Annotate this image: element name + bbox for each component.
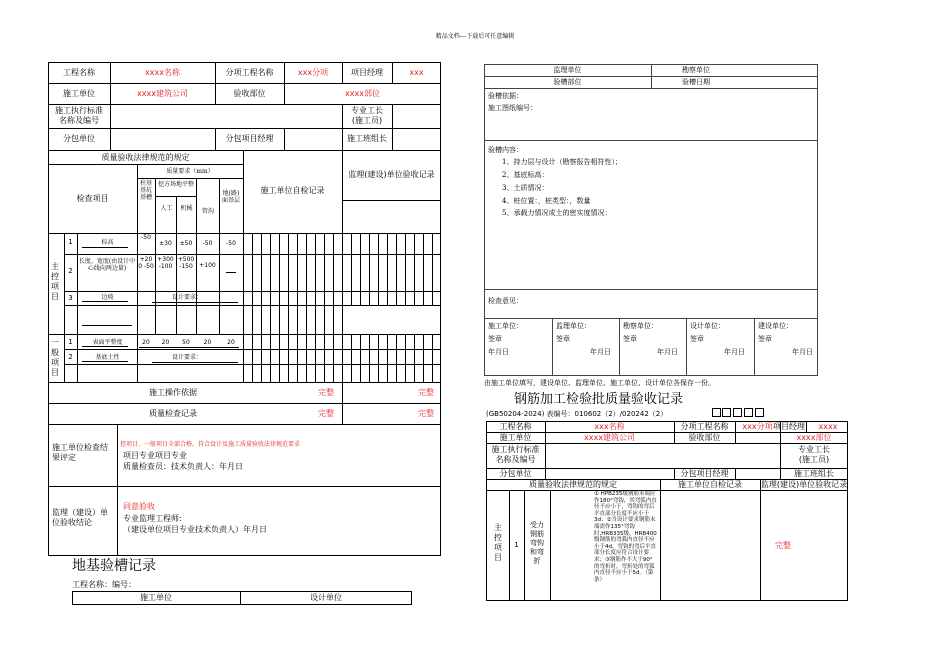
signer-date: 年月日 <box>590 348 611 356</box>
content-item: 3、土质情况： <box>502 184 549 192</box>
basis-value-2: 完整 <box>418 388 434 397</box>
conclusion-line-1: 专业监理工程师: <box>123 514 182 523</box>
rb-item-name: 受力钢筋弯钩和弯折 <box>530 521 544 565</box>
header-note: 精品文档---下载后可任意编辑 <box>435 33 515 40</box>
value-cell: +200 -50 <box>138 256 154 270</box>
general-item-no: 1 <box>68 338 73 346</box>
value-cell: 20 <box>203 339 212 346</box>
signer-date: 年月日 <box>488 348 509 356</box>
col-dig-header: 挖方场地平整 <box>157 181 194 188</box>
rb-crew-label: 施工班组长 <box>794 469 834 478</box>
rb-item-no: 1 <box>514 541 519 549</box>
record-value-2: 完整 <box>418 409 434 418</box>
spec-header: 质量验收法律规范的规定 <box>101 153 190 162</box>
content-item: 2、基底标高： <box>502 171 549 179</box>
signer-stamp: 签章 <box>556 335 570 343</box>
signer-stamp: 签章 <box>690 335 704 343</box>
rb-pm-label: 项目经理 <box>773 422 805 431</box>
col-mech-header: 机械 <box>180 205 193 212</box>
conclusion-line-2: （建设单位项目专业技术负责人）年月日 <box>123 525 267 534</box>
value-cell: 20 <box>142 339 150 346</box>
conclusion-label: 监理（建设）单位验收结论 <box>52 508 108 527</box>
main-item-no: 1 <box>68 238 73 246</box>
foundation-title: 地基验槽记录 <box>72 558 156 574</box>
subitem-name-value: xxx分项 <box>297 68 329 77</box>
signer-unit: 施工单位： <box>488 322 523 330</box>
opinion-label: 检查意见： <box>488 297 523 305</box>
conclusion-red: 同意验收 <box>123 502 155 511</box>
value-cell: ±50 <box>179 240 193 247</box>
content-item: 4、桩位置：，桩类型：，数量 <box>502 197 591 205</box>
main-item-name: 标高 <box>101 239 114 246</box>
pm-label: 项目经理 <box>351 68 383 77</box>
value-cell: 20 <box>227 339 235 346</box>
signer-stamp: 签章 <box>488 335 502 343</box>
general-item-no: 2 <box>68 353 73 361</box>
main-item-no: 2 <box>68 267 73 275</box>
rb-item-result: 完整 <box>775 541 791 550</box>
eval-label: 施工单位检查结果评定 <box>52 443 108 462</box>
rb-part-value: xxxx部位 <box>796 433 832 442</box>
col-pile-header: 柱基基坑基槽 <box>139 180 152 201</box>
self-check-grid <box>243 233 342 382</box>
rb-contractor-label: 施工单位 <box>499 433 532 442</box>
value-cell: +500 -150 <box>177 256 195 270</box>
basis-value: 完整 <box>318 388 334 397</box>
rb-part-label: 验收部位 <box>688 433 721 442</box>
value-cell: +100 <box>199 262 216 269</box>
rb-standard-label: 施工执行标准 名称及编号 <box>491 445 540 464</box>
value-cell: -50 <box>226 240 236 247</box>
eval-line-1: 项目专业项目专业 <box>123 451 187 460</box>
value-cell: 20 <box>161 339 170 346</box>
accept-part-label: 验收部位 <box>233 89 266 98</box>
trench-part-label: 验槽部位 <box>553 78 582 86</box>
content-item: 5、承载力情况或土的密实度情况： <box>502 209 612 217</box>
rb-subitem-label: 分项工程名称 <box>680 422 729 431</box>
rb-sub-pm-label: 分包项目经理 <box>680 469 729 478</box>
design-req: 设计要求： <box>172 294 203 301</box>
signer-date: 年月日 <box>724 348 745 356</box>
trench-footnote: 由施工单位填写，建设单位、监理单位、施工单位、设计单位各保存一份。 <box>484 379 715 387</box>
contractor-label: 施工单位 <box>63 89 95 98</box>
value-cell: +300 -100 <box>157 256 174 270</box>
eval-red-text: 控项目、一般项目全部合格，符合设计及施工质量验收法律规范要求 <box>120 441 301 448</box>
code-box <box>712 408 721 417</box>
rb-foreman-label: 专业工长 (施工员) <box>798 445 830 464</box>
rb-contractor-value: xxxx建筑公司 <box>584 433 635 442</box>
rebar-code: (GB50204-2024) 表编号：010602（2）/020242（2） <box>486 410 668 418</box>
design-req: 设计要求： <box>172 354 203 361</box>
rb-subitem-value: xxx分项 <box>742 422 773 431</box>
foundation-subtitle: 工程名称：编号： <box>72 580 136 589</box>
contractor-value: xxxx建筑公司 <box>137 89 188 98</box>
supervisor-unit-label: 监理单位 <box>553 66 582 74</box>
rb-item-text: ① HPB235级钢筋末端应作180°弯钩，其弯弧内直径不应小于，弯钩的弯后平直部分长度不应小于3d；②当设计要求钢筋末端需作135°弯钩时,HRB335级、HRB400级钢筋的弯弧内直径不应小于4d，弯钩的弯后平直部分长度应符合设计要求；③钢筋作不大于90°的弯折时，弯折处的弯弧内直径不应小于5d。（第条） <box>594 491 657 583</box>
check-item-header: 检查项目 <box>76 194 109 203</box>
supervision-header: 监理(建设)单位验收记录 <box>348 170 435 179</box>
value-cell: ±30 <box>159 240 172 247</box>
content-item: 1、持力层与设计（勘察报告相符性）； <box>502 158 622 166</box>
general-items-label: 一般项目 <box>51 338 59 377</box>
signer-unit: 监理单位： <box>556 322 591 330</box>
rb-main-label: 主控项目 <box>494 523 502 562</box>
signer-date: 年月日 <box>657 348 678 356</box>
rb-project-value: xxx名称 <box>594 422 625 431</box>
code-box <box>733 408 742 417</box>
basis-title: 验槽依据： <box>488 92 523 100</box>
signer-unit: 建设单位： <box>758 322 793 330</box>
survey-unit-label: 勘察单位 <box>682 66 710 74</box>
rb-pm-value: xxxx <box>818 422 838 431</box>
project-name-value: xxxx名称 <box>145 68 180 77</box>
standard-label: 施工执行标准 名称及编号 <box>55 106 103 125</box>
accept-part-value: xxxx部位 <box>345 89 380 98</box>
sub-unit-label: 分包单位 <box>63 134 95 143</box>
rb-spec-header: 质量验收法律规范的规定 <box>529 480 617 489</box>
foundation-col-1: 施工单位 <box>140 593 172 602</box>
rb-sub-unit-label: 分包单位 <box>499 469 532 478</box>
rebar-title: 钢筋加工检验批质量验收记录 <box>514 392 684 407</box>
record-value: 完整 <box>318 409 334 418</box>
content-title: 验槽内容： <box>488 146 523 154</box>
rb-self-header: 施工单位自检记录 <box>678 480 742 489</box>
drawing-number-label: 施工图纸编号： <box>488 104 537 112</box>
signer-unit: 勘察单位： <box>623 322 658 330</box>
code-box <box>722 408 731 417</box>
value-cell: -50 <box>202 240 213 247</box>
pm-value: xxx <box>409 68 424 77</box>
value-cell: 50 <box>182 339 190 346</box>
main-item-name: 长度、宽度(由设计中心线向两边量) <box>78 258 136 272</box>
trench-date-label: 验槽日期 <box>682 78 710 86</box>
crew-leader-label: 施工班组长 <box>347 134 387 143</box>
supervision-grid-2 <box>342 334 441 382</box>
main-item-no: 3 <box>68 294 73 302</box>
code-box <box>755 408 764 417</box>
value-cell: -50 <box>141 234 151 241</box>
rb-project-label: 工程名称 <box>499 422 532 431</box>
sub-pm-label: 分包项目经理 <box>225 134 274 143</box>
record-label: 质量检查记录 <box>149 409 197 418</box>
basis-label: 施工操作依据 <box>149 388 197 397</box>
general-item-name: 基底土性 <box>95 354 120 361</box>
col-road-header: 地(路)面基层 <box>221 190 240 204</box>
col-man-header: 人工 <box>160 205 173 212</box>
general-item-name: 表面平整度 <box>92 339 123 346</box>
rb-sup-header: 监理(建设)单位验收记录 <box>760 480 848 489</box>
col-pipe-header: 管沟 <box>201 208 214 215</box>
signer-stamp: 签章 <box>623 335 637 343</box>
main-item-name: 边坡 <box>101 294 114 301</box>
supervision-grid <box>342 233 441 305</box>
foreman-label: 专业工长 (施工员) <box>351 106 383 125</box>
main-items-label: 主控项目 <box>51 262 59 301</box>
code-box <box>744 408 753 417</box>
signer-unit: 设计单位： <box>690 322 725 330</box>
quality-req-header: 质量要求（mm） <box>166 168 214 175</box>
self-check-header: 施工单位自检记录 <box>260 186 325 195</box>
foundation-col-2: 设计单位 <box>310 593 342 602</box>
signer-stamp: 签章 <box>758 335 772 343</box>
eval-line-2: 质量检查员：技术负责人：年月日 <box>123 462 243 471</box>
signer-date: 年月日 <box>792 348 813 356</box>
project-name-label: 工程名称 <box>63 68 95 77</box>
subitem-name-label: 分项工程名称 <box>225 68 274 77</box>
